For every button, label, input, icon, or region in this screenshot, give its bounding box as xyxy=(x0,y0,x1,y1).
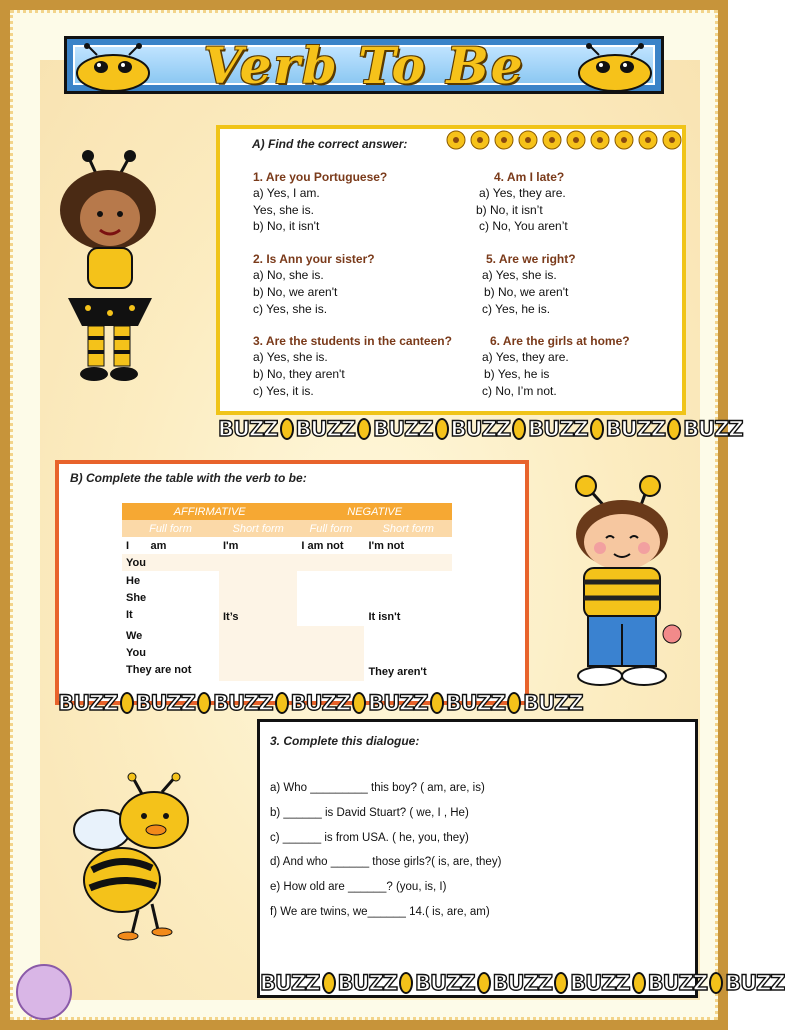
dialogue-line-c[interactable]: c) ______ is from USA. ( he, you, they) xyxy=(270,832,469,844)
question-5: 5. Are we right? xyxy=(486,252,576,266)
coin-icon xyxy=(667,418,681,440)
coin-icon xyxy=(399,972,413,994)
buzz-word: BUZZ xyxy=(528,417,588,441)
q2-option-a[interactable]: a) No, she is. xyxy=(253,268,324,282)
coin-icon xyxy=(352,692,366,714)
coin-icon xyxy=(275,692,289,714)
buzz-word: BUZZ xyxy=(450,417,511,441)
coin-icon xyxy=(512,418,526,440)
verb-table xyxy=(122,503,452,681)
table-cell[interactable]: It isn't xyxy=(364,571,452,626)
buzz-word: BUZZ xyxy=(415,971,475,995)
coin-icon xyxy=(430,692,444,714)
buzz-word: BUZZ xyxy=(492,971,553,995)
graphics-credit-logo xyxy=(16,964,72,1020)
bee-boy-illustration xyxy=(560,474,690,694)
q6-option-a[interactable]: a) Yes, they are. xyxy=(482,350,569,364)
question-2: 2. Is Ann your sister? xyxy=(253,252,375,266)
table-cell: I am xyxy=(122,537,219,554)
question-4: 4. Am I late? xyxy=(494,170,565,184)
question-6: 6. Are the girls at home? xyxy=(490,334,630,348)
coin-icon xyxy=(554,972,568,994)
q3-option-b[interactable]: b) No, they aren't xyxy=(253,367,345,381)
coin-icon xyxy=(632,972,646,994)
q4-option-a[interactable]: a) Yes, they are. xyxy=(479,186,566,200)
coin-icon xyxy=(709,972,723,994)
buzz-border-a xyxy=(218,418,743,440)
table-cell-empty[interactable] xyxy=(364,554,452,571)
buzz-word: BUZZ xyxy=(683,417,743,441)
q4-option-c[interactable]: c) No, You aren’t xyxy=(479,219,568,233)
table-cell[interactable]: They aren't xyxy=(364,626,452,681)
negative-header: NEGATIVE xyxy=(297,503,452,520)
q1-option-c[interactable]: b) No, it isn't xyxy=(253,219,320,233)
buzz-word: BUZZ xyxy=(295,417,356,441)
affirmative-short-form-header: Short form xyxy=(219,520,297,537)
table-row xyxy=(122,571,452,626)
q6-option-c[interactable]: c) No, I’m not. xyxy=(482,384,557,398)
coin-icon xyxy=(477,972,491,994)
coin-icon xyxy=(197,692,211,714)
bee-face-right-icon xyxy=(575,43,655,91)
buzz-word: BUZZ xyxy=(523,691,583,715)
coin-icon xyxy=(322,972,336,994)
table-cell-empty[interactable] xyxy=(219,554,297,571)
dialogue-line-a[interactable]: a) Who _________ this boy? ( am, are, is) xyxy=(270,782,485,794)
q3-option-c[interactable]: c) Yes, it is. xyxy=(253,384,314,398)
table-cell[interactable]: We You They are not xyxy=(122,626,219,681)
q4-option-b[interactable]: b) No, it isn’t xyxy=(476,203,543,217)
dialogue-line-e[interactable]: e) How old are ______? (you, is, I) xyxy=(270,881,447,893)
buzz-border-c xyxy=(260,972,785,994)
table-cell: I'm not xyxy=(364,537,452,554)
flower-border-icon xyxy=(444,127,682,153)
buzz-word: BUZZ xyxy=(135,691,196,715)
dialogue-line-b[interactable]: b) ______ is David Stuart? ( we, I , He) xyxy=(270,807,469,819)
buzz-word: BUZZ xyxy=(260,971,320,995)
table-cell[interactable]: He She It xyxy=(122,571,219,626)
table-cell-empty[interactable] xyxy=(297,626,364,681)
buzz-word: BUZZ xyxy=(605,417,666,441)
table-cell-empty[interactable] xyxy=(297,554,364,571)
q1-option-a[interactable]: a) Yes, I am. xyxy=(253,186,320,200)
question-3: 3. Are the students in the canteen? xyxy=(253,334,452,348)
negative-full-form-header: Full form xyxy=(297,520,364,537)
buzz-word: BUZZ xyxy=(290,691,351,715)
table-cell-empty[interactable] xyxy=(219,626,297,681)
negative-short-form-header: Short form xyxy=(364,520,452,537)
buzz-word: BUZZ xyxy=(337,971,398,995)
table-row xyxy=(122,554,452,571)
q5-option-c[interactable]: c) Yes, he is. xyxy=(482,302,551,316)
table-cell[interactable]: It’s xyxy=(219,571,297,626)
table-cell-empty[interactable] xyxy=(297,571,364,626)
buzz-word: BUZZ xyxy=(445,691,506,715)
coin-icon xyxy=(280,418,294,440)
table-cell[interactable]: You xyxy=(122,554,219,571)
dialogue-line-d[interactable]: d) And who ______ those girls?( is, are, they) xyxy=(270,856,502,868)
q6-option-b[interactable]: b) Yes, he is xyxy=(484,367,550,381)
buzz-word: BUZZ xyxy=(368,691,428,715)
section-c-heading: 3. Complete this dialogue: xyxy=(270,734,420,748)
table-row xyxy=(122,626,452,681)
q5-option-a[interactable]: a) Yes, she is. xyxy=(482,268,557,282)
q3-option-a[interactable]: a) Yes, she is. xyxy=(253,350,328,364)
section-a-heading: A) Find the correct answer: xyxy=(252,137,408,151)
section-b-heading: B) Complete the table with the verb to be: xyxy=(70,471,307,485)
q1-option-b[interactable]: Yes, she is. xyxy=(253,203,314,217)
buzz-word: BUZZ xyxy=(647,971,708,995)
table-cell: I'm xyxy=(219,537,297,554)
buzz-word: BUZZ xyxy=(58,691,118,715)
buzz-word: BUZZ xyxy=(570,971,630,995)
buzz-word: BUZZ xyxy=(725,971,785,995)
buzz-word: BUZZ xyxy=(373,417,433,441)
buzz-word: BUZZ xyxy=(218,417,278,441)
coin-icon xyxy=(435,418,449,440)
q2-option-c[interactable]: c) Yes, she is. xyxy=(253,302,328,316)
dialogue-line-f[interactable]: f) We are twins, we______ 14.( is, are, am) xyxy=(270,906,490,918)
page-title: Verb To Be xyxy=(203,36,525,95)
coin-icon xyxy=(357,418,371,440)
table-cell: I am not xyxy=(297,537,364,554)
buzz-word: BUZZ xyxy=(213,691,273,715)
flying-bee-illustration xyxy=(72,774,212,944)
title-banner xyxy=(64,36,664,94)
coin-icon xyxy=(120,692,134,714)
affirmative-header: AFFIRMATIVE xyxy=(122,503,297,520)
question-1: 1. Are you Portuguese? xyxy=(253,170,388,184)
buzz-border-b xyxy=(58,692,583,714)
bee-girl-illustration xyxy=(48,148,168,388)
affirmative-full-form-header: Full form xyxy=(122,520,219,537)
coin-icon xyxy=(590,418,604,440)
q5-option-b[interactable]: b) No, we aren't xyxy=(484,285,569,299)
table-row xyxy=(122,537,452,554)
q2-option-b[interactable]: b) No, we aren't xyxy=(253,285,338,299)
coin-icon xyxy=(507,692,521,714)
